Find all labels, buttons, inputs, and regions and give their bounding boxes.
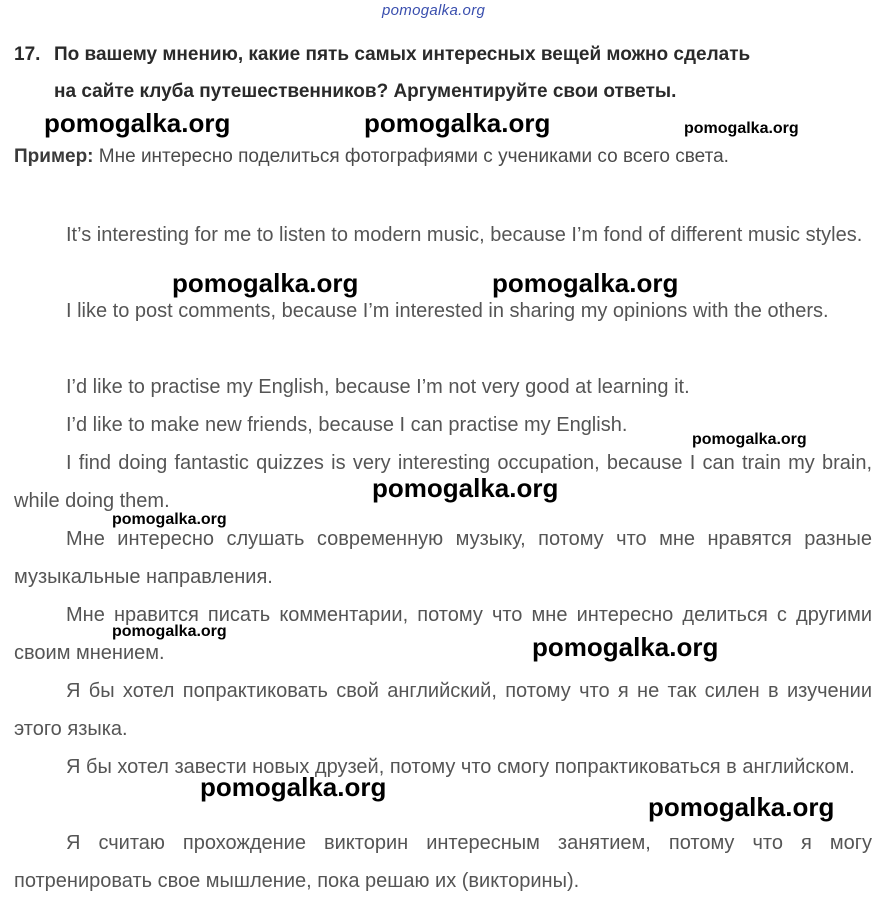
answer-en-5: I find doing fantastic quizzes is very interesting occupation, because I can train my brain, while doing them. bbox=[14, 452, 872, 512]
watermark: pomogalka.org bbox=[532, 632, 719, 662]
answer-ru-2: Мне нравится писать комментарии, потому что мне интересно делиться с другими своим мнением. bbox=[14, 604, 872, 664]
example-line bbox=[14, 146, 729, 168]
watermark: pomogalka.org bbox=[648, 792, 835, 822]
task-text-line1: По вашему мнению, какие пять самых интересных вещей можно сделать bbox=[54, 44, 751, 65]
answer-ru-5: Я считаю прохождение викторин интересным занятием, потому что я могу потренировать свое мышление, пока решаю их (викторины). bbox=[14, 832, 872, 892]
watermark: pomogalka.org bbox=[372, 473, 559, 503]
example-text: Мне интересно поделиться фотографиями с учениками со всего света. bbox=[93, 146, 729, 167]
task-number: 17. bbox=[14, 44, 41, 65]
watermark: pomogalka.org bbox=[112, 511, 227, 528]
watermark: pomogalka.org bbox=[172, 268, 359, 298]
watermark: pomogalka.org bbox=[492, 268, 679, 298]
watermark: pomogalka.org bbox=[364, 108, 551, 138]
answer-en-1: It’s interesting for me to listen to modern music, because I’m fond of different music styles. bbox=[66, 224, 863, 246]
watermark: pomogalka.org bbox=[200, 772, 387, 802]
answer-ru-3: Я бы хотел попрактиковать свой английский, потому что я не так силен в изучении этого языка. bbox=[14, 680, 872, 740]
answer-en-2: I like to post comments, because I’m interested in sharing my opinions with the others. bbox=[66, 300, 829, 322]
watermark: pomogalka.org bbox=[44, 108, 231, 138]
example-label: Пример: bbox=[14, 146, 94, 167]
watermark: pomogalka.org bbox=[112, 623, 227, 640]
answer-ru-4: Я бы хотел завести новых друзей, потому что смогу попрактиковаться в английском. bbox=[66, 756, 855, 778]
watermark: pomogalka.org bbox=[684, 120, 799, 137]
answer-ru-1: Мне интересно слушать современную музыку, потому что мне нравятся разные музыкальные направления. bbox=[14, 528, 872, 588]
site-url-header: pomogalka.org bbox=[382, 2, 486, 19]
task-text-line2: на сайте клуба путешественников? Аргументируйте свои ответы. bbox=[54, 81, 677, 102]
answer-en-3: I’d like to practise my English, because I’m not very good at learning it. bbox=[66, 376, 690, 398]
task-heading bbox=[14, 36, 872, 110]
answer-en-4: I’d like to make new friends, because I can practise my English. bbox=[66, 414, 628, 436]
watermark: pomogalka.org bbox=[692, 431, 807, 448]
